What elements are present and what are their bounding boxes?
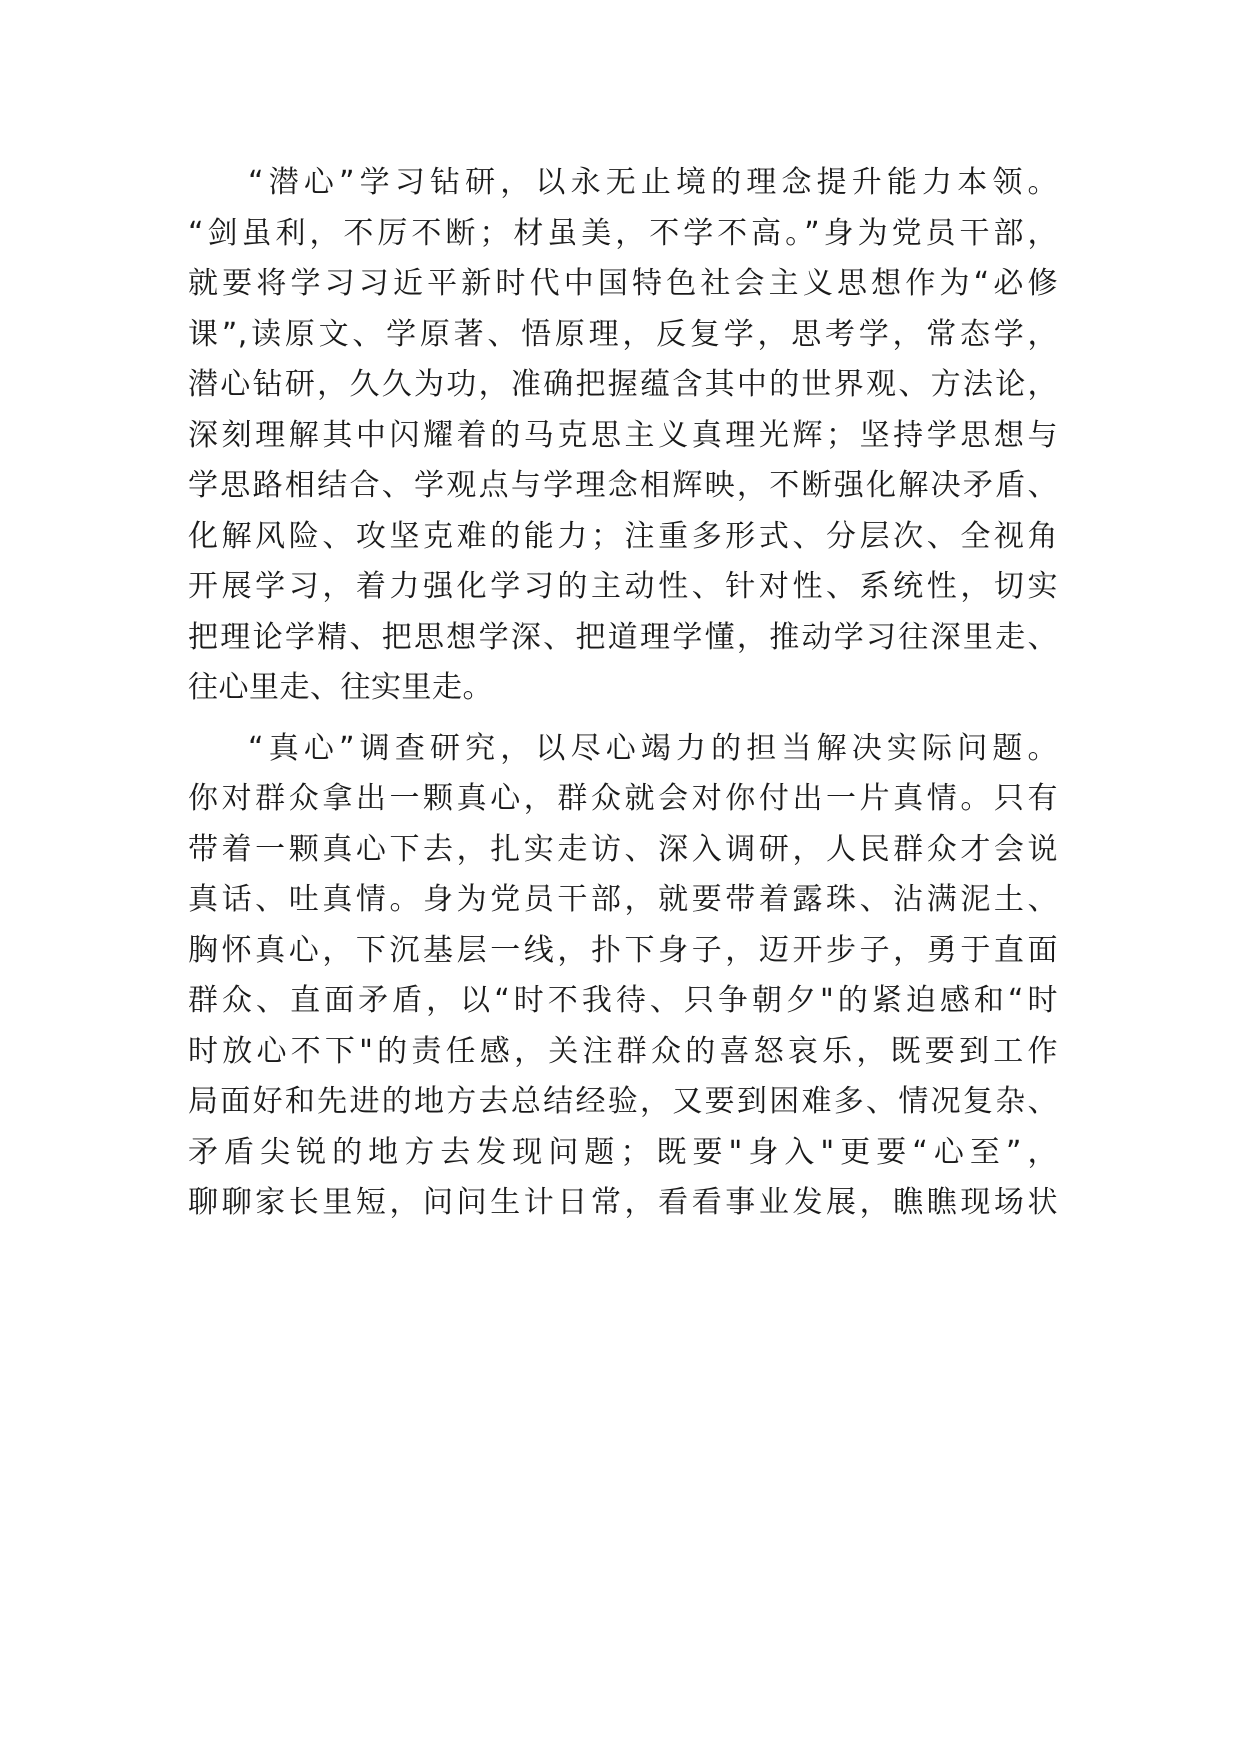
paragraph-spacer xyxy=(188,714,1058,724)
paragraph-line: 真话、吐真情。身为党员干部，就要带着露珠、沾满泥土、 xyxy=(188,882,1058,917)
paragraph-line: 深刻理解其中闪耀着的马克思主义真理光辉；坚持学思想与 xyxy=(188,417,1058,453)
paragraph-line: 你对群众拿出一颗真心，群众就会对你付出一片真情。只有 xyxy=(188,781,1058,816)
paragraph-line: “潜心”学习钻研，以永无止境的理念提升能力本领。 xyxy=(248,165,1058,200)
paragraph-line: “剑虽利，不厉不断；材虽美，不学不高。”身为党员干部， xyxy=(188,215,1058,251)
paragraph-1 xyxy=(188,158,1058,714)
paragraph-line: 带着一颗真心下去，扎实走访、深入调研，人民群众才会说 xyxy=(188,831,1058,867)
paragraph-line: 就要将学习习近平新时代中国特色社会主义思想作为“必修 xyxy=(188,266,1058,301)
paragraph-line: 聊聊家长里短，问问生计日常，看看事业发展，瞧瞧现场状 xyxy=(188,1185,1058,1220)
paragraph-line: 时放心不下"的责任感，关注群众的喜怒哀乐，既要到工作 xyxy=(188,1033,1058,1069)
paragraph-line: 学思路相结合、学观点与学理念相辉映，不断强化解决矛盾、 xyxy=(188,468,1058,503)
paragraph-line: 胸怀真心，下沉基层一线，扑下身子，迈开步子，勇于直面 xyxy=(188,932,1058,968)
paragraph-line: 潜心钻研，久久为功，准确把握蕴含其中的世界观、方法论， xyxy=(188,367,1058,402)
paragraph-line: “真心”调查研究，以尽心竭力的担当解决实际问题。 xyxy=(248,730,1058,766)
paragraph-line: 矛盾尖锐的地方去发现问题；既要"身入"更要“心至”， xyxy=(188,1134,1058,1170)
paragraph-line: 群众、直面矛盾，以“时不我待、只争朝夕"的紧迫感和“时 xyxy=(188,983,1058,1018)
paragraph-line: 化解风险、攻坚克难的能力；注重多形式、分层次、全视角 xyxy=(188,518,1058,554)
paragraph-2 xyxy=(188,724,1058,1229)
paragraph-line: 课”,读原文、学原著、悟原理，反复学，思考学，常态学， xyxy=(188,316,1058,352)
paragraph-line: 把理论学精、把思想学深、把道理学懂，推动学习往深里走、 xyxy=(188,619,1058,655)
paragraph-line: 开展学习，着力强化学习的主动性、针对性、系统性，切实 xyxy=(188,569,1058,604)
paragraph-line: 往心里走、往实里走。 xyxy=(188,670,493,705)
paragraph-line: 局面好和先进的地方去总结经验，又要到困难多、情况复杂、 xyxy=(188,1084,1058,1119)
document-body xyxy=(188,158,1058,1229)
